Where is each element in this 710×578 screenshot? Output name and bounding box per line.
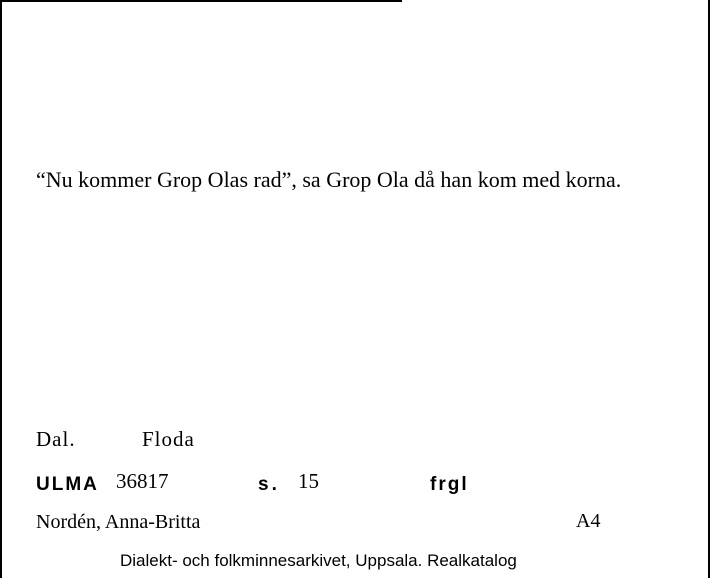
page-number: 15 (298, 469, 319, 493)
archive-label: ULMA (36, 474, 99, 495)
record-text: “Nu kommer Grop Olas rad”, sa Grop Ola då han kom med korna. (36, 167, 622, 192)
format-code: A4 (576, 510, 601, 532)
archive-number: 36817 (116, 469, 169, 493)
type-code: frgl (430, 474, 469, 495)
parish-label: Floda (142, 427, 195, 451)
province-label: Dal. (36, 427, 76, 451)
page-label: s. (258, 474, 280, 495)
archive-footer: Dialekt- och folkminnesarkivet, Uppsala. Realkatalog (120, 551, 517, 570)
collector-name: Nordén, Anna-Britta (36, 511, 201, 533)
card-top-border (2, 0, 402, 2)
